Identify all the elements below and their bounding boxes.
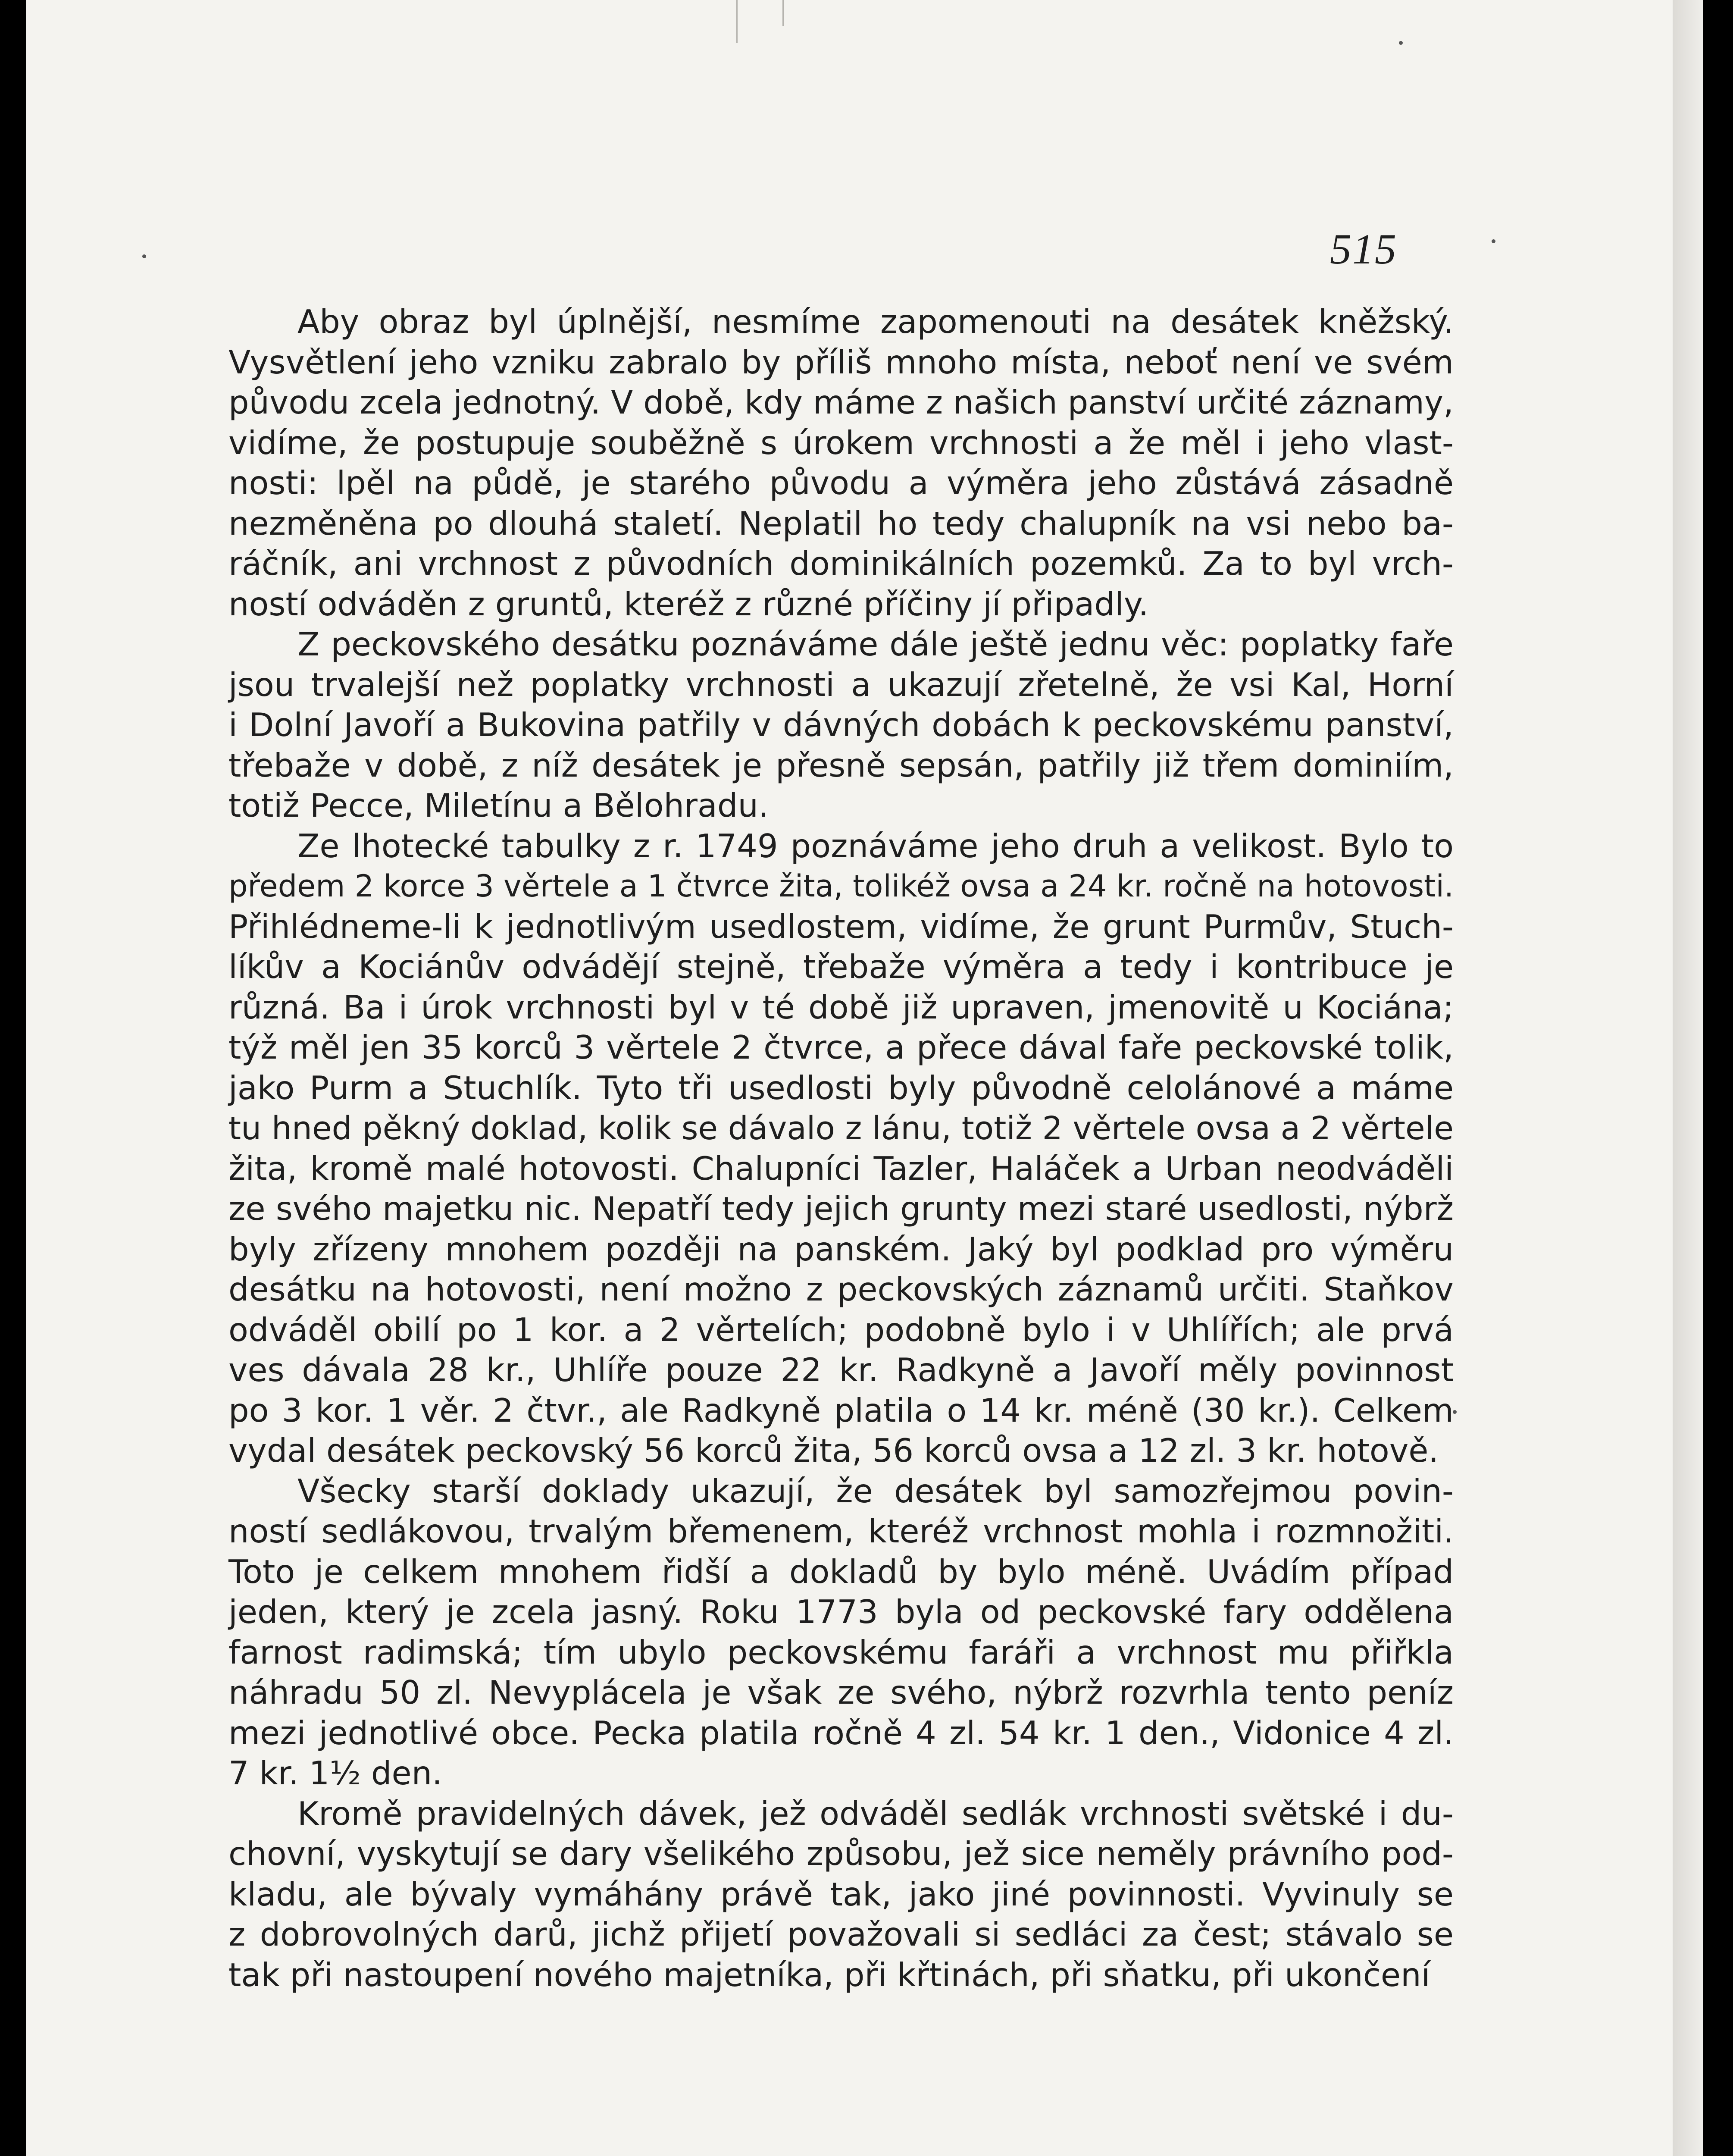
text-line: různá. Ba i úrok vrchnosti byl v té době již upraven, jmenovitě u Kociána; <box>228 988 1454 1026</box>
text-line: jako Purm a Stuchlík. Tyto tři usedlosti byly původně celolánové a máme <box>228 1069 1454 1107</box>
text-line: 7 kr. 1½ den. <box>228 1754 442 1792</box>
paragraph <box>228 1471 1454 1794</box>
page-edge-shadow <box>1673 0 1703 2156</box>
scan-speck <box>142 254 146 258</box>
paragraph <box>228 1794 1454 1996</box>
scanned-page <box>26 0 1703 2156</box>
text-line: Aby obraz byl úplnější, nesmíme zapomenouti na desátek kněžský. <box>297 303 1454 341</box>
page-number: 515 <box>1330 225 1397 273</box>
paragraph <box>228 624 1454 826</box>
text-line: ností odváděn z gruntů, kteréž z různé příčiny jí připadly. <box>228 585 1149 623</box>
text-line: vydal desátek peckovský 56 korců žita, 56 korců ovsa a 12 zl. 3 kr. hotově. <box>228 1432 1439 1470</box>
text-line: ností sedlákovou, trvalým břemenem, kteréž vrchnost mohla i rozmnožiti. <box>228 1512 1454 1550</box>
text-line: Z peckovského desátku poznáváme dále ještě jednu věc: poplatky faře <box>297 625 1454 663</box>
text-line: nezměněna po dlouhá staletí. Neplatil ho tedy chalupník na vsi nebo ba- <box>228 504 1454 542</box>
paragraph <box>228 302 1454 624</box>
text-line: ze svého majetku nic. Nepatří tedy jejich grunty mezi staré usedlosti, nýbrž <box>228 1190 1454 1228</box>
text-line: jeden, který je zcela jasný. Roku 1773 byla od peckovské fary oddělena <box>228 1593 1454 1631</box>
scan-artifact-line <box>736 0 738 43</box>
text-line: kladu, ale bývaly vymáhány právě tak, jako jiné povinnosti. Vyvinuly se <box>228 1875 1454 1913</box>
scan-artifact-line <box>782 0 784 26</box>
text-line: tak při nastoupení nového majetníka, při křtinách, při sňatku, při ukončení <box>228 1955 1430 1994</box>
body-text <box>228 302 1454 1995</box>
text-line: Všecky starší doklady ukazují, že desátek byl samozřejmou povin- <box>297 1472 1454 1510</box>
text-line: předem 2 korce 3 věrtele a 1 čtvrce žita, tolikéž ovsa a 24 kr. ročně na hotovosti. <box>228 868 1454 904</box>
text-line: žita, kromě malé hotovosti. Chalupníci Tazler, Haláček a Urban neodváděli <box>228 1149 1454 1188</box>
text-line: desátku na hotovosti, není možno z peckovských záznamů určiti. Staňkov <box>228 1270 1454 1308</box>
text-line: vidíme, že postupuje souběžně s úrokem vrchnosti a že měl i jeho vlast- <box>228 423 1454 462</box>
text-line: ves dávala 28 kr., Uhlíře pouze 22 kr. Radkyně a Javoří měly povinnost <box>228 1351 1454 1389</box>
text-line: mezi jednotlivé obce. Pecka platila ročně 4 zl. 54 kr. 1 den., Vidonice 4 zl. <box>228 1714 1454 1752</box>
scan-speck <box>1492 239 1495 243</box>
text-line: totiž Pecce, Miletínu a Bělohradu. <box>228 787 769 824</box>
text-line: Ze lhotecké tabulky z r. 1749 poznáváme jeho druh a velikost. Bylo to <box>297 827 1454 865</box>
text-line: Kromě pravidelných dávek, jež odváděl sedlák vrchnosti světské i du- <box>297 1794 1454 1833</box>
text-line: náhradu 50 zl. Nevyplácela je však ze svého, nýbrž rozvrhla tento peníz <box>228 1673 1454 1711</box>
text-line: Vysvětlení jeho vzniku zabralo by příliš mnoho místa, neboť není ve svém <box>228 343 1454 381</box>
text-line: líkův a Kociánův odvádějí stejně, třebaže výměra a tedy i kontribuce je <box>228 948 1454 986</box>
text-line: Přihlédneme-li k jednotlivým usedlostem, vidíme, že grunt Purmův, Stuch- <box>228 907 1454 946</box>
text-line: třebaže v době, z níž desátek je přesně sepsán, patřily již třem dominiím, <box>228 746 1454 784</box>
text-line: jsou trvalejší než poplatky vrchnosti a ukazují zřetelně, že vsi Kal, Horní <box>228 665 1454 704</box>
text-line: odváděl obilí po 1 kor. a 2 věrtelích; podobně bylo i v Uhlířích; ale prvá <box>228 1310 1454 1349</box>
text-line: ráčník, ani vrchnost z původních dominikálních pozemků. Za to byl vrch- <box>228 545 1454 583</box>
text-line: farnost radimská; tím ubylo peckovskému faráři a vrchnost mu přiřkla <box>228 1633 1454 1671</box>
text-line: původu zcela jednotný. V době, kdy máme z našich panství určité záznamy, <box>228 383 1454 421</box>
text-line: Toto je celkem mnohem řidší a dokladů by bylo méně. Uvádím případ <box>228 1552 1454 1591</box>
text-line: byly zřízeny mnohem později na panském. Jaký byl podklad pro výměru <box>228 1230 1454 1268</box>
text-line: i Dolní Javoří a Bukovina patřily v dávných dobách k peckovskému panství, <box>228 706 1454 744</box>
scan-speck <box>1399 41 1403 45</box>
text-line: tu hned pěkný doklad, kolik se dávalo z lánu, totiž 2 věrtele ovsa a 2 věrtele <box>228 1109 1454 1147</box>
text-line: chovní, vyskytují se dary všelikého způsobu, jež sice neměly právního pod- <box>228 1835 1454 1873</box>
paragraph <box>228 826 1454 1471</box>
text-line: nosti: lpěl na půdě, je starého původu a výměra jeho zůstává zásadně <box>228 464 1454 502</box>
text-line: týž měl jen 35 korců 3 věrtele 2 čtvrce, a přece dával faře peckovské tolik, <box>228 1028 1454 1066</box>
text-line: z dobrovolných darů, jichž přijetí považovali si sedláci za čest; stávalo se <box>228 1915 1454 1953</box>
text-line: po 3 kor. 1 věr. 2 čtvr., ale Radkyně platila o 14 kr. méně (30 kr.). Celkem <box>228 1391 1454 1429</box>
